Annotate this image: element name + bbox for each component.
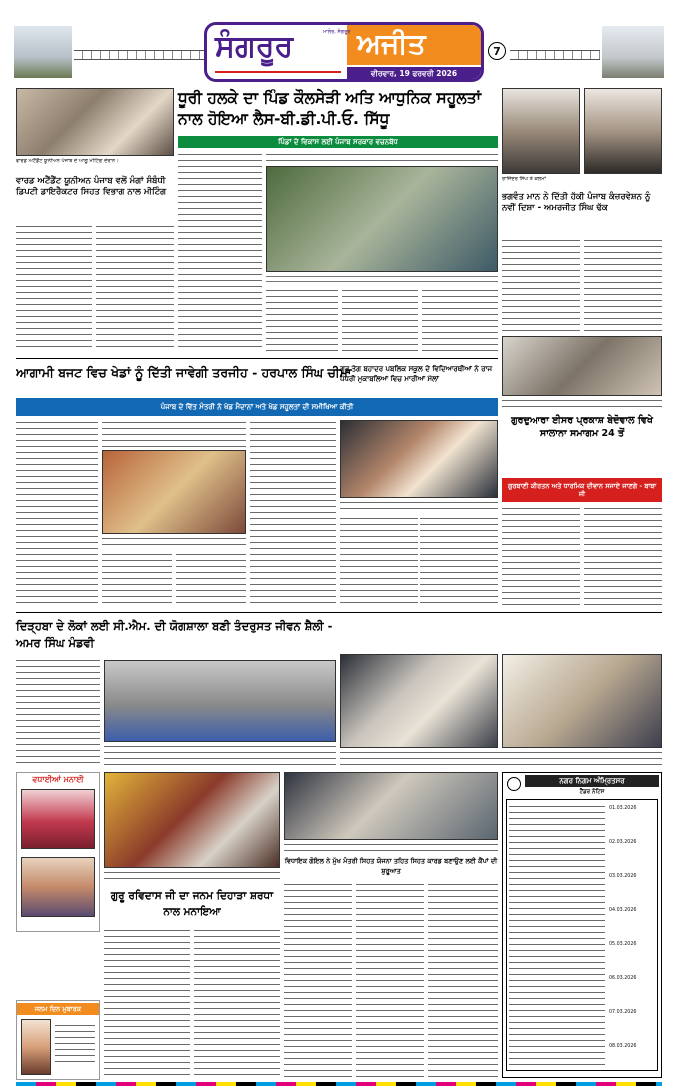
wedding-photo-1 [21,789,95,849]
notice-box [502,772,662,1078]
wedding-box [16,772,100,932]
right-mid-caption [502,398,662,410]
notice-subheading: ਟੈਂਡਰ ਨੋਟਿਸ [579,789,605,795]
notice-row-desc [509,804,605,1066]
ravidas-body-col1 [104,928,190,1078]
budget-body-col1 [16,420,98,608]
wedding-photo-2 [21,857,95,917]
right-top-photo-1 [502,88,580,174]
right-top-photo-2 [584,88,662,174]
birthday-box [16,1000,100,1080]
birthday-heading: ਜਨਮ ਦਿਨ ਮੁਬਾਰਕ [17,1003,99,1015]
birthday-photo [21,1019,51,1075]
vidhan-photo [284,772,498,840]
school-photo [340,420,498,498]
masthead-title-box [204,22,484,82]
right-top-headline: ਭਗਵੰਤ ਮਾਨ ਨੇ ਦਿੱਤੀ ਹੱਕੀ ਪੰਜਾਬ ਕੰਜ਼ਰਵੇਸ਼ਨ ਨੂੰ ਨਵੀਂ ਦਿਸ਼ਾ - ਅਮਰਜੀਤ ਸਿੰਘ ਢੱਕ [502,192,651,213]
right-top-body-col1 [502,238,580,332]
school-headline: ਗੁਰੂ ਤੇਗ ਬਹਾਦਰ ਪਬਲਿਕ ਸਕੂਲ ਦੇ ਵਿਦਿਆਰਥੀਆਂ ਨੇ ਰਾਜ ਪੱਧਰੀ ਮੁਕਾਬਲਿਆਂ ਵਿਚ ਮਾਰੀਆਂ ਮੱਲਾਂ [340,365,493,383]
notice-row-date-1: 01.03.2026 [609,806,637,811]
vidhan-headline: ਵਿਧਾਇਕ ਗੋਇਲ ਨੇ ਮੁੱਖ ਮੰਤਰੀ ਸਿਹਤ ਯੋਜਨਾ ਤਹਿਤ ਸਿਹਤ ਕਾਰਡ ਬਣਾਉਣ ਲਈ ਕੈਂਪਾਂ ਦੀ ਸ਼ੁਰੂਆਤ [284,857,498,875]
notice-rows [507,800,657,1070]
masthead-pattern-left [74,50,204,60]
gurdwara-body-col2 [584,506,662,608]
masthead-date: ਵੀਰਵਾਰ, 19 ਫਰਵਰੀ 2026 [347,67,481,81]
budget-body-col5 [250,420,336,608]
masthead-underline [215,71,341,73]
left-story-body [16,224,92,352]
budget-rule [16,358,498,359]
lead-body-col3 [342,288,418,354]
budget-photo-caption [102,536,246,548]
mid-photo-a [340,654,498,748]
notice-row-date-3: 03.03.2026 [609,874,637,879]
budget-headline: ਆਗਾਮੀ ਬਜਟ ਵਿਚ ਖੇਡਾਂ ਨੂੰ ਦਿੱਤੀ ਜਾਵੇਗੀ ਤਰਜੀਹ - ਹਰਪਾਲ ਸਿੰਘ ਚੀਮਾ [16,365,352,380]
school-body-col2 [420,516,498,608]
notice-row-date-7: 07.03.2026 [609,1010,637,1015]
vidhan-photo-caption [284,842,498,854]
budget-body-col3 [102,552,172,608]
notice-row-date-5: 05.03.2026 [609,942,637,947]
left-story-headline: ਵਾਰਡ ਅਟੈਂਡੈਂਟ ਯੂਨੀਅਨ ਪੰਜਾਬ ਵਲੋਂ ਮੰਗਾਂ ਸੰਬੰਧੀ ਡਿਪਟੀ ਡਾਇਰੈਕਟਰ ਸਿਹਤ ਵਿਭਾਗ ਨਾਲ ਮੀਟਿੰਗ [16,176,167,197]
lead-body-col2 [266,288,338,354]
notice-seal-icon [507,777,521,791]
yoga-body-col1 [16,658,100,768]
right-mid-photo [502,336,662,396]
ravidas-photo-caption [104,870,280,884]
yoga-body-col2 [104,756,336,768]
budget-body-col4 [176,552,246,608]
masthead-title-right: ਅਜੀਤ [357,27,426,60]
right-top-body-col2 [584,238,662,332]
lead-body-col1 [178,152,262,352]
birthday-text [55,1023,95,1063]
budget-body-col2 [102,420,246,448]
lead-photo [266,166,498,272]
yoga-rule [16,612,662,613]
left-story-body-col2 [96,224,174,352]
notice-row-date-4: 04.03.2026 [609,908,637,913]
ravidas-headline: ਗੁਰੂ ਰਵਿਦਾਸ ਜੀ ਦਾ ਜਨਮ ਦਿਹਾੜਾ ਸ਼ਰਧਾ ਨਾਲ ਮਨਾਇਆ [110,890,274,918]
page-number: 7 [488,42,506,60]
left-top-caption: ਵਾਰਡ ਅਟੈਂਡੈਂਟ ਯੂਨੀਅਨ ਪੰਜਾਬ ਦੇ ਆਗੂ ਮੀਟਿੰਗ ਦੌਰਾਨ। [16,158,119,164]
yoga-photo-caption [104,744,336,754]
ravidas-photo [104,772,280,868]
vidhan-body-col2 [356,882,424,1078]
masthead-title-left: ਸੰਗਰੂਰ [215,29,294,64]
notice-row-date-8: 08.03.2026 [609,1044,637,1049]
gurdwara-strap: ਗੁਰਬਾਣੀ ਕੀਰਤਨ ਅਤੇ ਧਾਰਮਿਕ ਦੀਵਾਨ ਸਜਾਏ ਜਾਣਗੇ - ਬਾਬਾ ਜੀ [502,478,662,502]
gurdwara-body-col1 [502,506,580,608]
masthead-tagline: ਮਾਲੇਰ, ਸੰਗਰੂਰ [323,29,351,35]
yoga-photo [104,660,336,742]
mid-photo-caption [340,750,662,768]
vidhan-body-col3 [428,882,498,1078]
notice-heading: ਨਗਰ ਨਿਗਮ ਅੰਮ੍ਰਿਤਸਰ [525,775,659,787]
masthead-pattern-right [510,50,600,60]
left-top-photo [16,88,174,156]
notice-row-date-2: 02.03.2026 [609,840,637,845]
lead-body-col4 [422,288,498,354]
notice-row-date-6: 06.03.2026 [609,976,637,981]
wedding-heading: ਵਧਾਈਆਂ ਮਨਾਈ [32,775,84,784]
budget-photo [102,450,246,534]
lead-photo-caption [266,274,498,284]
yoga-headline: ਦਿੜ੍ਹਬਾ ਦੇ ਲੋਕਾਂ ਲਈ ਸੀ.ਐਮ. ਦੀ ਯੋਗਸ਼ਾਲਾ ਬਣੀ ਤੰਦਰੁਸਤ ਜੀਵਨ ਸ਼ੈਲੀ - ਅਮਰ ਸਿੰਘ ਮੰਡਵੀ [16,619,333,650]
right-top-caption: ਰਾਜਿੰਦਰ ਸਿੰਘ ਤੇ ਕੋਲਮਾਂ [502,176,546,182]
lead-headline: ਧੂਰੀ ਹਲਕੇ ਦਾ ਪਿੰਡ ਕੌਲਸੇੜੀ ਅਤਿ ਆਧੁਨਿਕ ਸਹੂਲਤਾਂ ਨਾਲ ਹੋਇਆ ਲੈਸ-ਬੀ.ਡੀ.ਪੀ.ਓ. ਸਿੱਧੂ [178,89,482,128]
gurdwara-headline: ਗੁਰਦੁਆਰਾ ਈਸਰ ਪ੍ਰਕਾਸ਼ ਬੇਦੋਵਾਲ ਵਿਖੇ ਸਾਲਾਨਾ ਸਮਾਗਮ 24 ਤੋਂ [511,415,653,439]
school-photo-caption [340,500,498,512]
masthead [14,22,664,84]
notice-table [506,799,658,1071]
ravidas-body-col2 [194,928,280,1078]
vidhan-body-col1 [284,882,352,1078]
lead-body-col0 [266,152,498,164]
mid-photo-b [502,654,662,748]
masthead-photo-right [602,26,664,78]
school-body-col1 [340,516,418,608]
print-strip [16,1082,662,1086]
budget-strap: ਪੰਜਾਬ ਦੇ ਵਿੱਤ ਮੰਤਰੀ ਨੇ ਖੇਡ ਮੈਦਾਨਾਂ ਅਤੇ ਖੇਡ ਸਹੂਲਤਾਂ ਦੀ ਸਮੀਖਿਆ ਕੀਤੀ [16,398,498,416]
lead-subhead: ਪਿੰਡਾਂ ਦੇ ਵਿਕਾਸ ਲਈ ਪੰਜਾਬ ਸਰਕਾਰ ਵਚਨਬੱਧ [178,136,498,148]
masthead-photo-left [14,26,72,78]
